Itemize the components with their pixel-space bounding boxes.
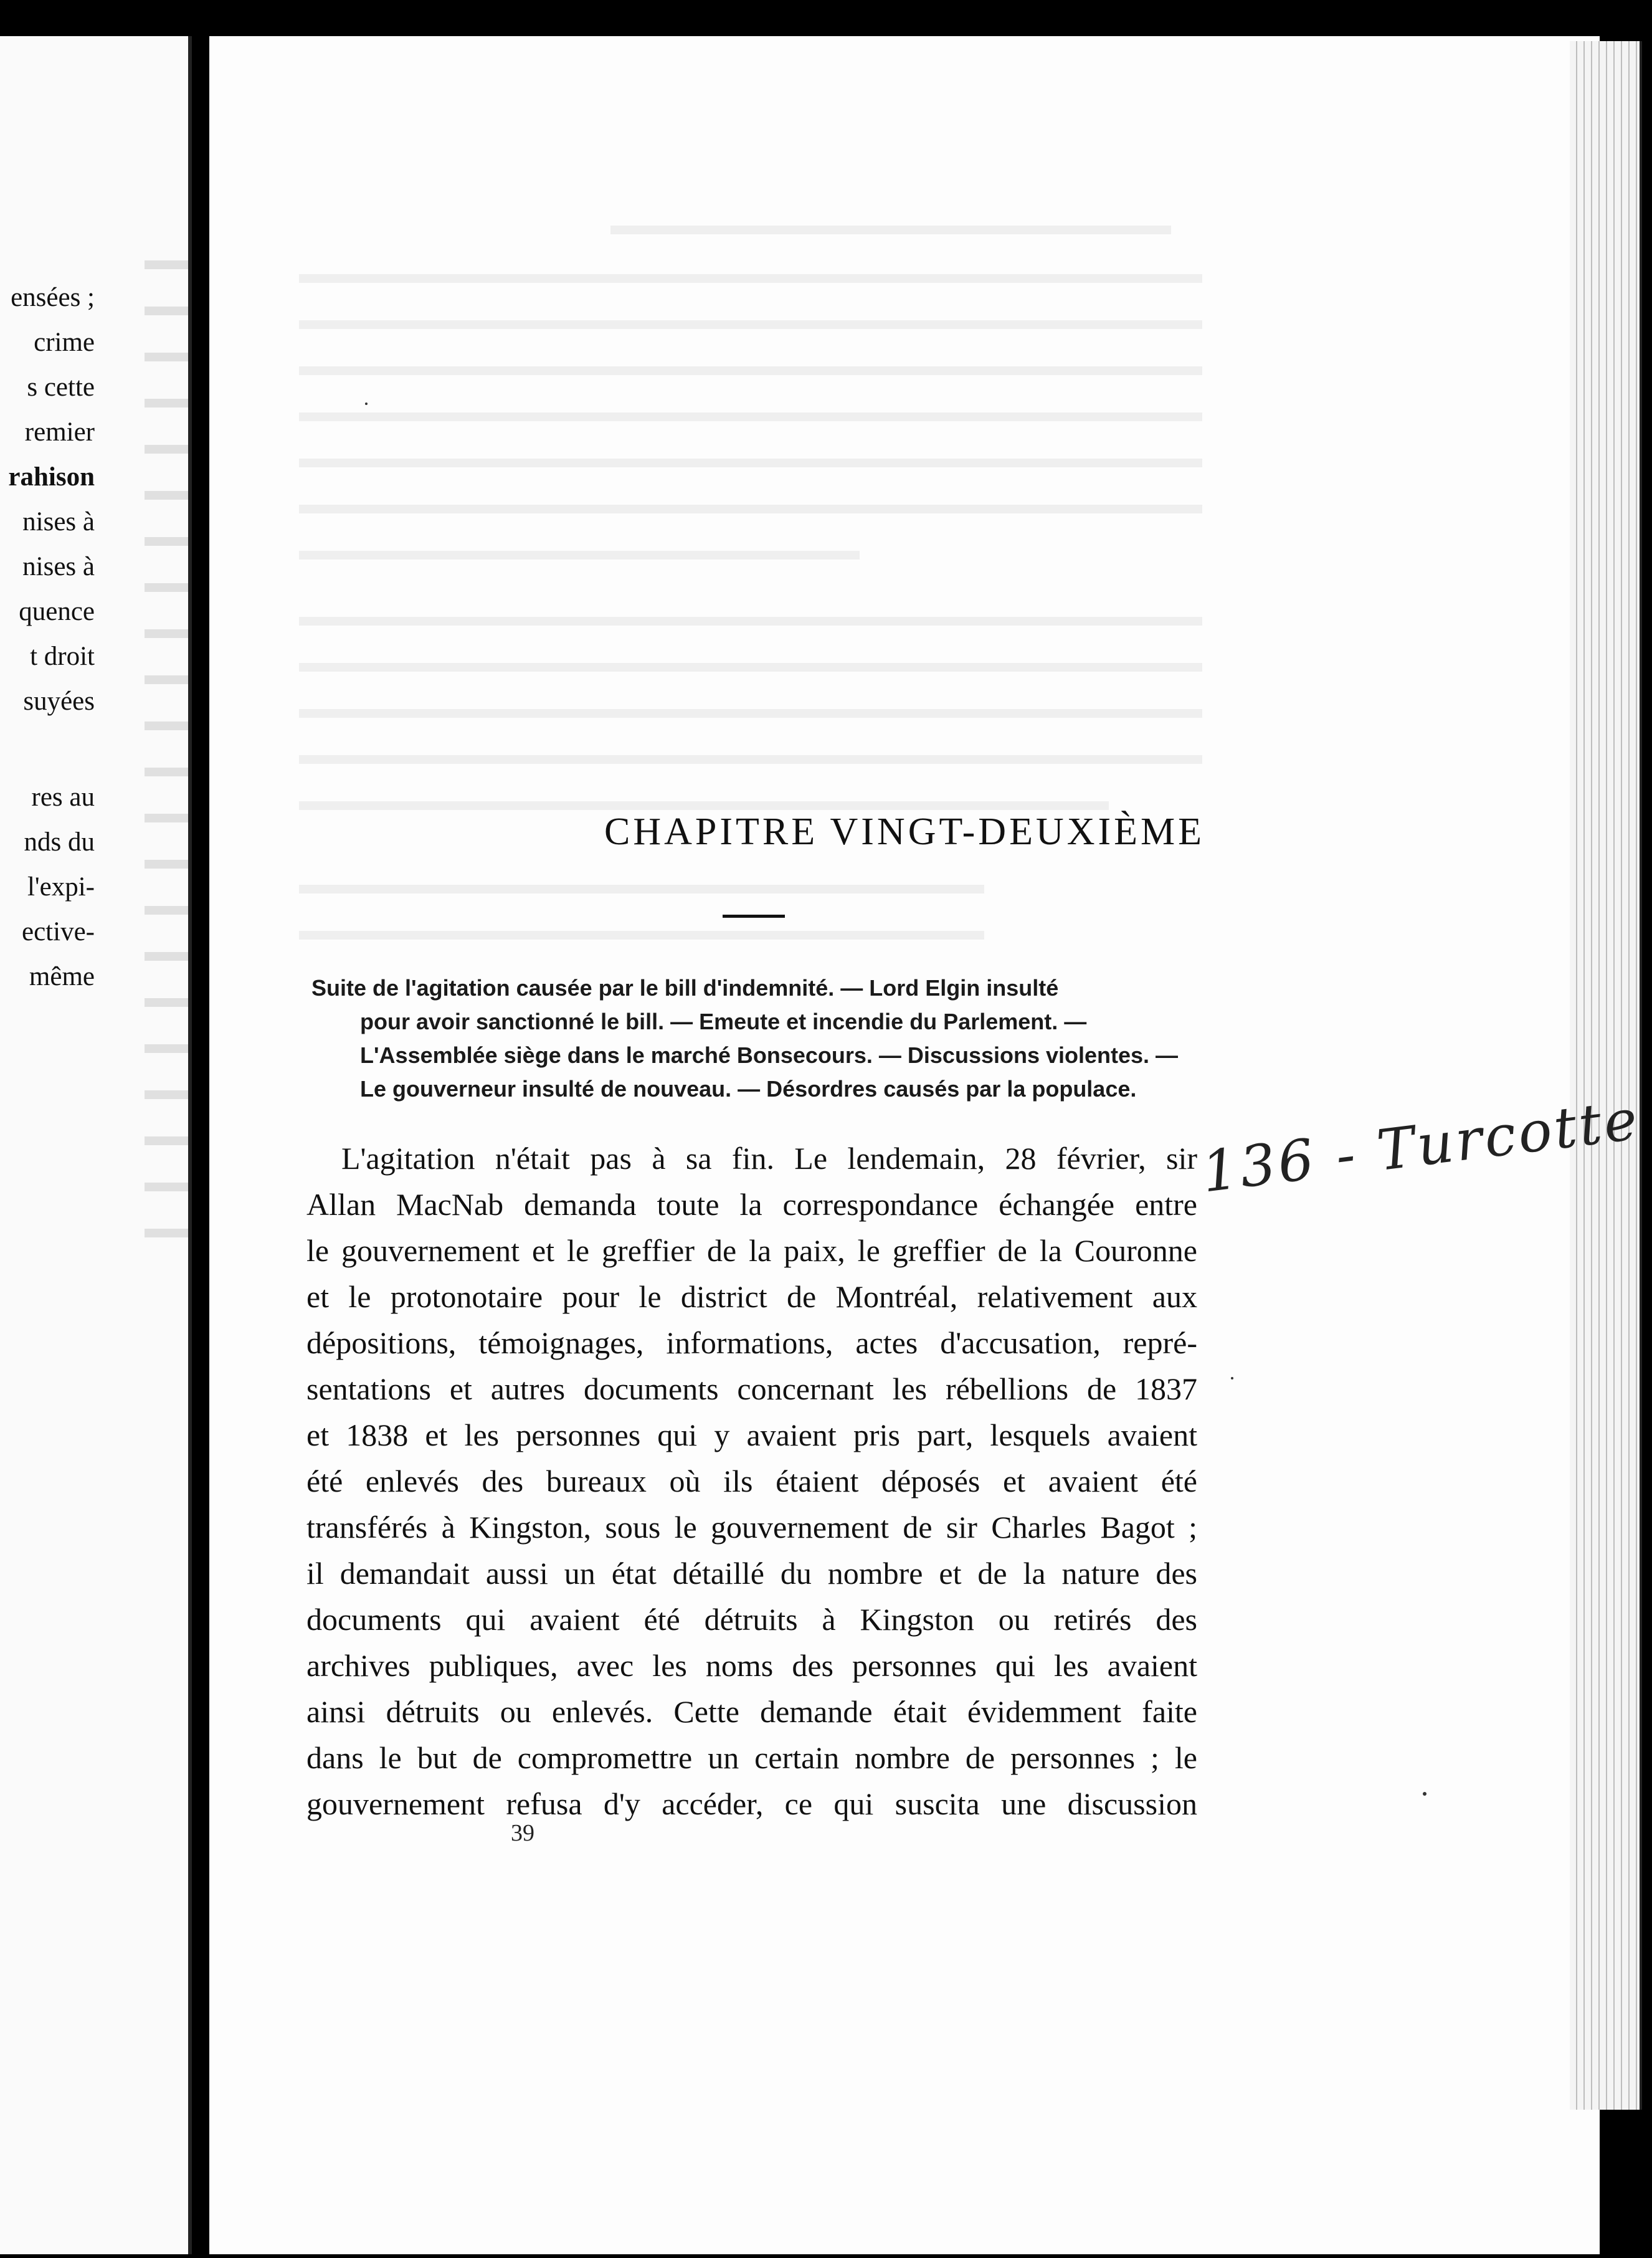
show-through-line [299,505,1202,513]
body-line: il demandait aussi un état détaillé du nombre et de la nature des [306,1556,1197,1591]
speck [1423,1792,1427,1796]
page-number: 39 [511,1820,534,1846]
summary-line: L'Assemblée siège dans le marché Bonsecours. — Discussions violentes. — [360,1042,1179,1068]
body-line: ainsi détruits ou enlevés. Cette demande était évidemment faite [306,1694,1197,1729]
show-through-line [299,709,1202,718]
left-page-line: même [29,962,95,991]
show-through-line [299,885,984,893]
left-page-line: ensées ; [11,283,95,312]
show-through-line [299,755,1202,764]
show-through-line [299,366,1202,375]
show-through-line [299,931,984,940]
show-through-line [299,663,1202,672]
body-line: dépositions, témoignages, informations, actes d'accusation, repré- [306,1325,1197,1360]
chapter-title: CHAPITRE VINGT-DEUXIÈME [604,811,1205,853]
show-through-line [299,551,860,560]
body-line: été enlevés des bureaux où ils étaient déposés et avaient été [306,1464,1197,1498]
body-line: Allan MacNab demanda toute la correspondance échangée entre [306,1187,1197,1222]
previous-page-strip [0,36,192,2254]
left-page-line: ective- [22,917,95,946]
left-page-line: res au [31,783,95,812]
body-line: et le protonotaire pour le district de Montréal, relativement aux [306,1279,1197,1314]
show-through-line [299,274,1202,283]
page-block-edges [1570,41,1642,2110]
left-page-line: t droit [30,642,95,671]
left-page-line: remier [24,417,95,447]
body-line: sentations et autres documents concernant les rébellions de 1837 [306,1371,1197,1406]
body-line: et 1838 et les personnes qui y avaient pris part, lesquels avaient [306,1417,1197,1452]
left-page-line: crime [34,328,95,357]
body-line: transférés à Kingston, sous le gouvernement de sir Charles Bagot ; [306,1510,1197,1545]
body-line: dans le but de compromettre un certain nombre de personnes ; le [306,1740,1197,1775]
body-line: gouvernement refusa d'y accéder, ce qui suscita une discussion [306,1786,1197,1821]
speck [365,403,368,405]
summary-line: Suite de l'agitation causée par le bill d'indemnité. — Lord Elgin insulté [311,975,1059,1001]
show-through-line [299,320,1202,329]
handwritten-annotation: 136 - Turcotte [1198,1087,1643,1206]
body-line: L'agitation n'était pas à sa fin. Le lendemain, 28 février, sir [341,1141,1197,1176]
show-through-line [299,617,1202,626]
chapter-rule [723,915,785,918]
left-page-line: quence [19,597,95,626]
body-line: documents qui avaient été détruits à Kingston ou retirés des [306,1602,1197,1637]
summary-line: pour avoir sanctionné le bill. — Emeute et incendie du Parlement. — [360,1009,1087,1034]
left-page-line: nises à [22,552,95,581]
left-page-line: nds du [24,827,95,857]
body-line: archives publiques, avec les noms des personnes qui les avaient [306,1648,1197,1683]
left-page-line: nises à [22,507,95,536]
show-through-line [610,226,1171,234]
body-line: le gouvernement et le greffier de la paix, le greffier de la Couronne [306,1233,1197,1268]
show-through-line [299,412,1202,421]
show-through-line [299,801,1109,810]
summary-line: Le gouverneur insulté de nouveau. — Désordres causés par la populace. [360,1076,1137,1102]
left-page-line: rahison [8,462,95,492]
speck [1231,1377,1233,1379]
left-page-line: suyées [23,687,95,716]
facing-page-bleed [145,260,188,1257]
left-page-line: s cette [27,373,95,402]
left-page-line: l'expi- [27,872,95,902]
show-through-line [299,459,1202,467]
